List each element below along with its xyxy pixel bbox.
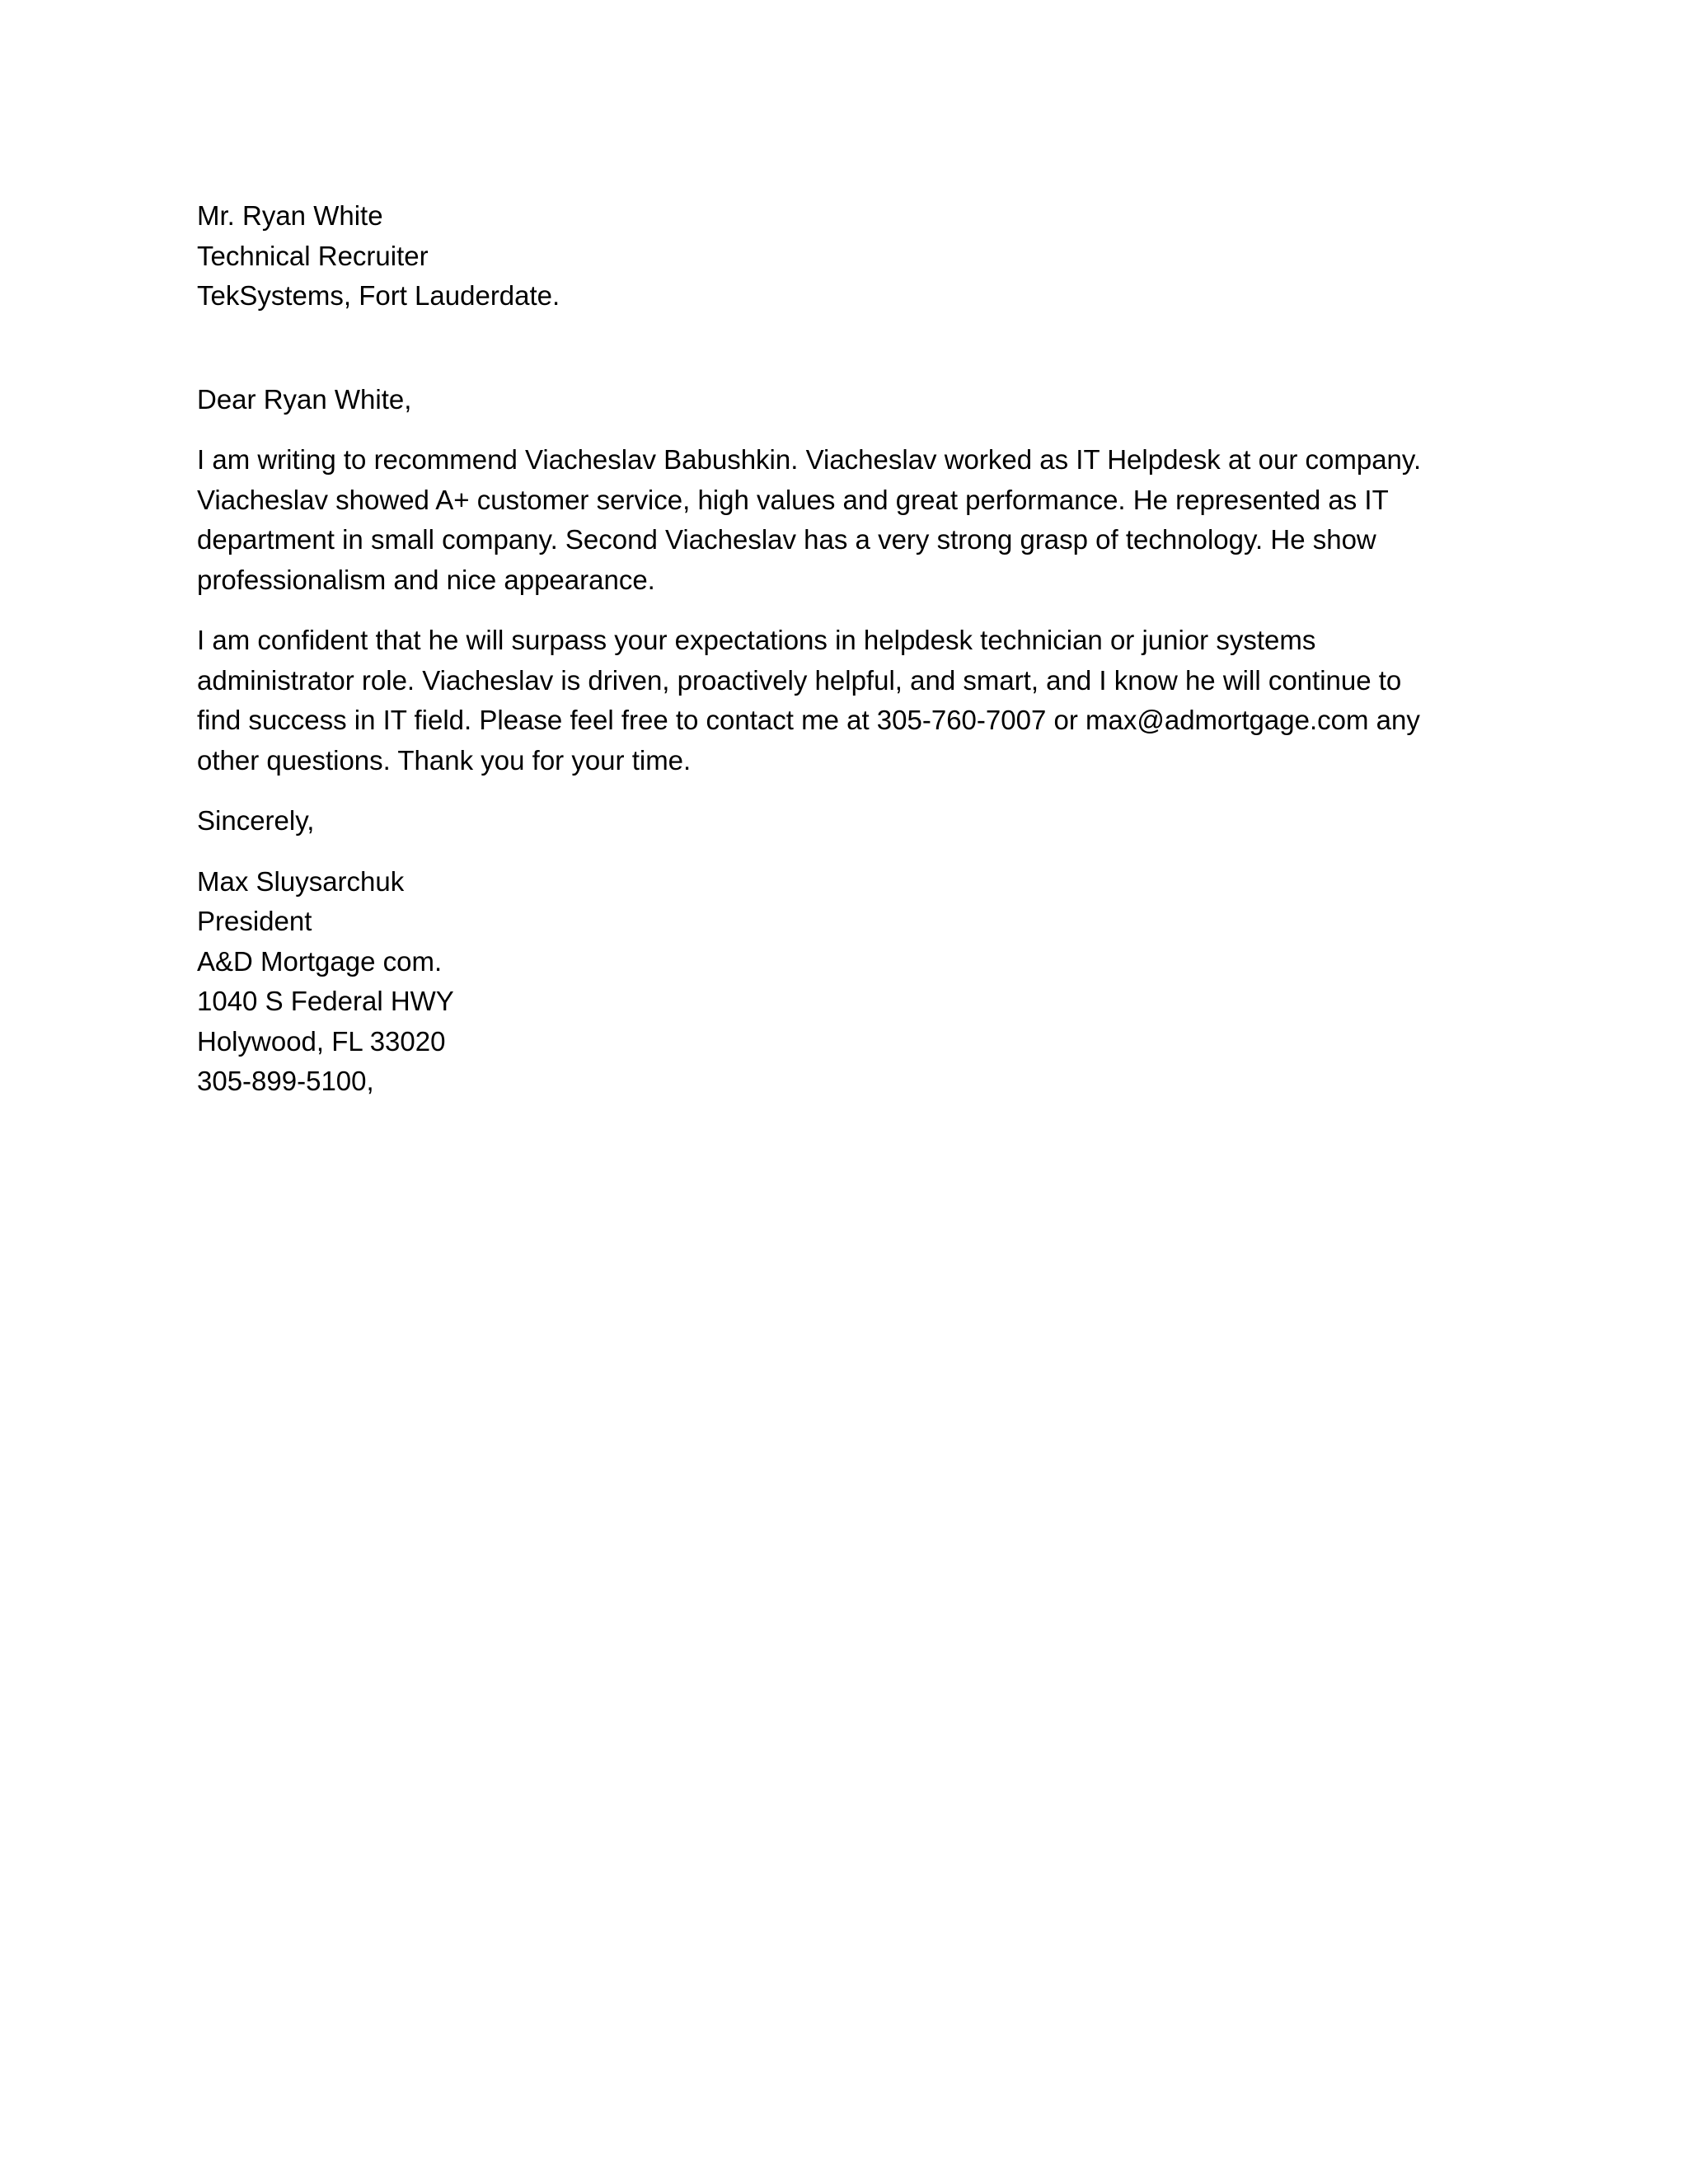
recommendation-letter bbox=[197, 196, 1483, 1102]
body-paragraph-2 bbox=[197, 621, 1483, 780]
paragraph-line: I am writing to recommend Viacheslav Babushkin. Viacheslav worked as IT Helpdesk at our company. bbox=[197, 444, 1422, 475]
paragraph-line: find success in IT field. Please feel free to contact me at 305-760-7007 or max@admortgage.com any bbox=[197, 705, 1420, 735]
signature-block bbox=[197, 862, 1483, 1102]
paragraph-line: professionalism and nice appearance. bbox=[197, 564, 655, 595]
signer-phone: 305-899-5100, bbox=[197, 1066, 374, 1096]
signer-name: Max Sluysarchuk bbox=[197, 865, 405, 897]
paragraph-line: other questions. Thank you for your time. bbox=[197, 744, 692, 776]
signer-address-line-1: 1040 S Federal HWY bbox=[197, 986, 454, 1016]
paragraph-line: I am confident that he will surpass your expectations in helpdesk technician or junior systems bbox=[197, 625, 1316, 655]
body-paragraph-1 bbox=[197, 440, 1483, 600]
recipient-name: Mr. Ryan White bbox=[197, 200, 383, 231]
paragraph-line: department in small company. Second Viacheslav has a very strong grasp of technology. He show bbox=[197, 524, 1376, 555]
paragraph-line: administrator role. Viacheslav is driven, proactively helpful, and smart, and I know he will continue to bbox=[197, 664, 1402, 696]
salutation bbox=[197, 380, 1483, 420]
signer-address-line-2: Holywood, FL 33020 bbox=[197, 1025, 446, 1057]
paragraph-line: Viacheslav showed A+ customer service, high values and great performance. He represented as IT bbox=[197, 484, 1389, 515]
closing-text: Sincerely, bbox=[197, 805, 315, 836]
signer-company: A&D Mortgage com. bbox=[197, 945, 443, 977]
recipient-company: TekSystems, Fort Lauderdate. bbox=[197, 280, 560, 311]
recipient-block bbox=[197, 196, 1483, 316]
closing bbox=[197, 801, 1483, 841]
signer-title: President bbox=[197, 906, 312, 936]
salutation-text: Dear Ryan White, bbox=[197, 383, 412, 415]
recipient-title: Technical Recruiter bbox=[197, 240, 429, 271]
